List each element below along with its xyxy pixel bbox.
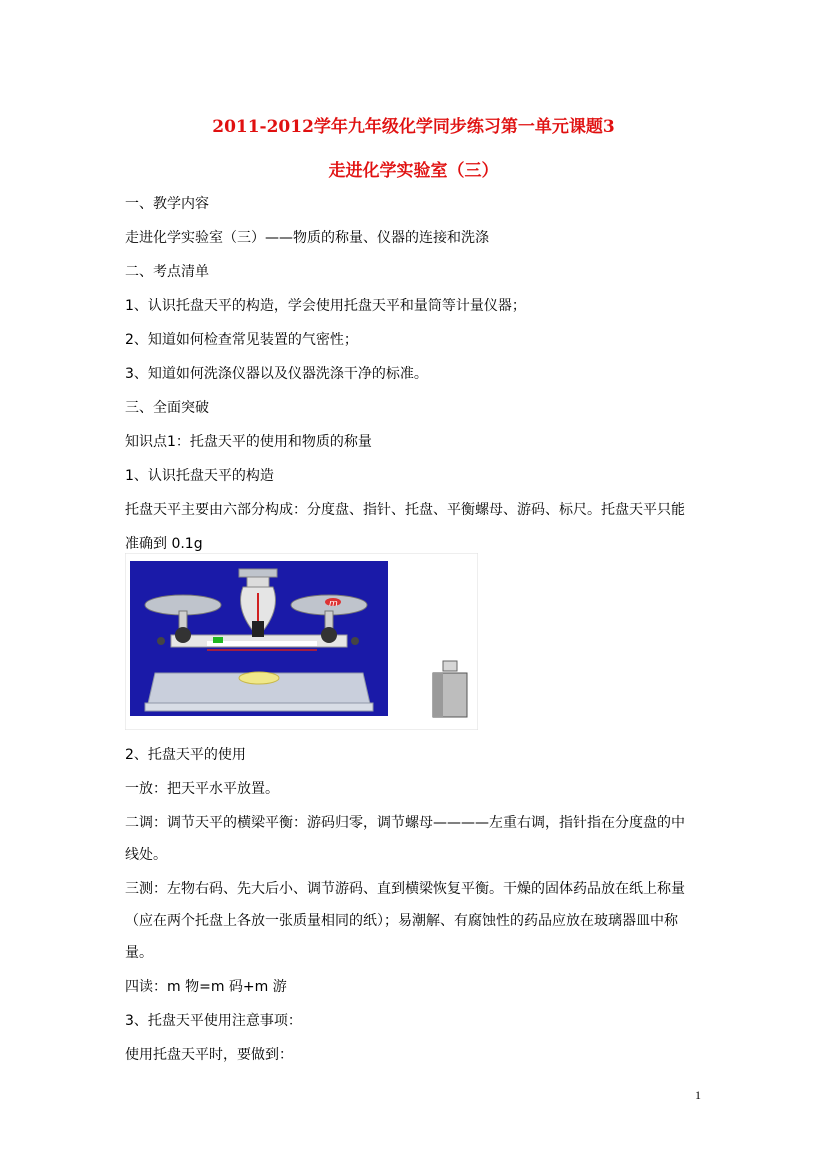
document-title: 2011-2012学年九年级化学同步练习第一单元课题3	[212, 117, 615, 137]
paragraph: （应在两个托盘上各放一张质量相同的纸）；易潮解、有腐蚀性的药品应放在玻璃器皿中称	[125, 913, 678, 929]
paragraph: 走进化学实验室（三）——物质的称量、仪器的连接和洗涤	[125, 230, 489, 246]
section-heading: 2、托盘天平的使用	[125, 747, 246, 763]
section-heading: 3、托盘天平使用注意事项：	[125, 1013, 302, 1029]
page-number: 1	[695, 1088, 701, 1102]
paragraph: 一放：把天平水平放置。	[125, 781, 279, 797]
pivot	[252, 621, 264, 637]
section-heading: 二、考点清单	[125, 264, 209, 280]
paragraph: 使用托盘天平时，要做到：	[125, 1047, 293, 1063]
list-item: 2、知道如何检查常见装置的气密性；	[125, 332, 358, 348]
document-subtitle: 走进化学实验室（三）	[328, 161, 499, 181]
paragraph: 托盘天平主要由六部分构成：分度盘、指针、托盘、平衡螺母、游码、标尺。托盘天平只能	[125, 502, 685, 518]
paragraph: 准确到 0.1g	[125, 536, 203, 552]
paragraph: 三测：左物右码、先大后小、调节游码、直到横梁恢复平衡。干燥的固体药品放在纸上称量	[125, 881, 685, 897]
paragraph: 知识点1：托盘天平的使用和物质的称量	[125, 434, 372, 450]
weight-top	[443, 661, 457, 671]
paragraph: 线处。	[125, 847, 167, 863]
paragraph: 二调：调节天平的横梁平衡：游码归零，调节螺母————左重右调，指针指在分度盘的中	[125, 815, 685, 831]
paragraph: 四读：m 物=m 码+m 游	[125, 979, 287, 995]
section-heading: 一、教学内容	[125, 196, 209, 212]
list-item: 1、认识托盘天平的构造，学会使用托盘天平和量筒等计量仪器；	[125, 298, 526, 314]
paragraph: 1、认识托盘天平的构造	[125, 468, 274, 484]
rider-weight	[213, 637, 223, 643]
paragraph: 量。	[125, 945, 153, 961]
list-item: 3、知道如何洗涤仪器以及仪器洗涤干净的标准。	[125, 366, 428, 382]
balance-figure	[125, 553, 478, 730]
section-heading: 三、全面突破	[125, 400, 209, 416]
right-pan-label: m	[329, 599, 338, 609]
